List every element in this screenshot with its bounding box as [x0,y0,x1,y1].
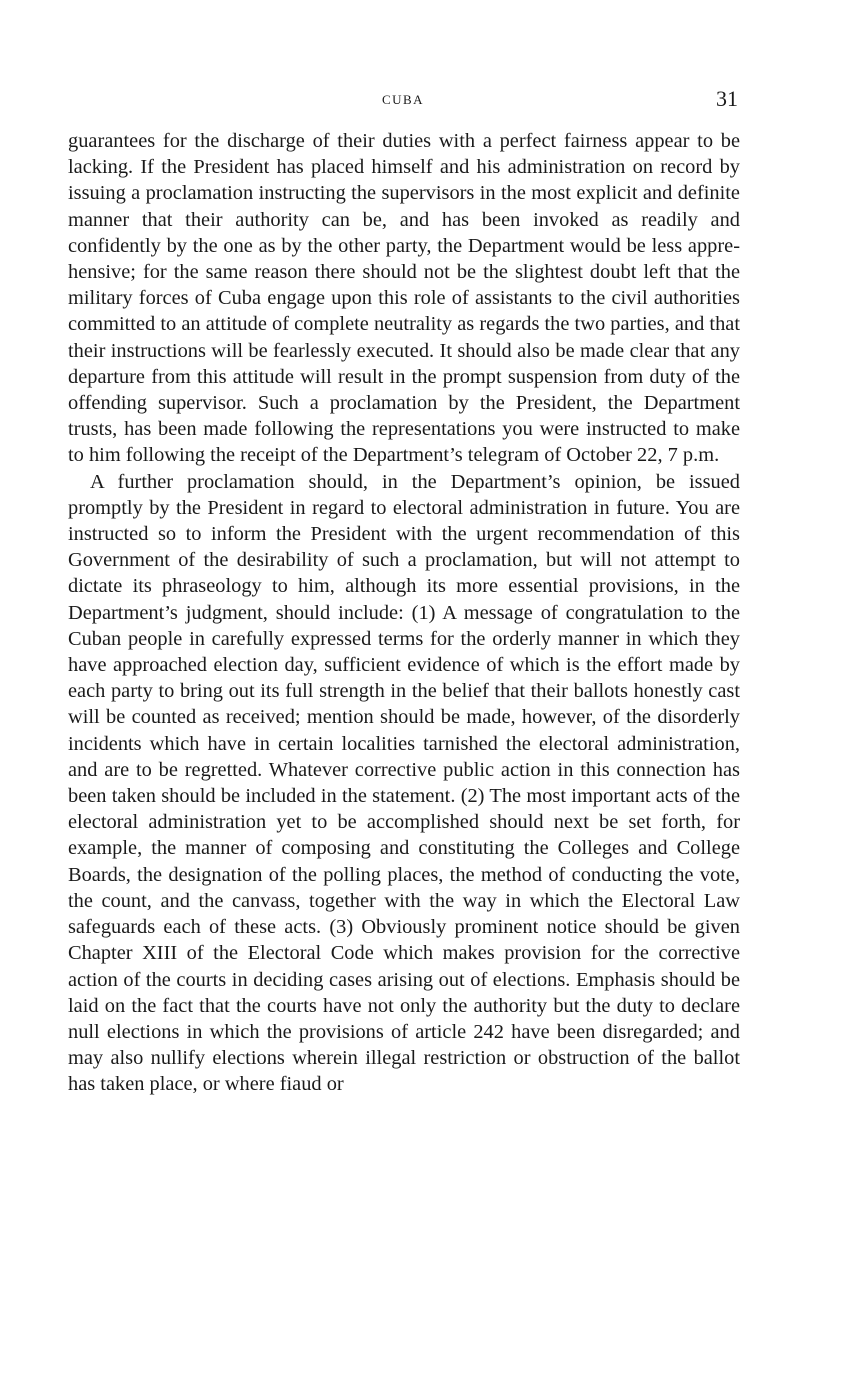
running-title: CUBA [381,92,425,107]
running-head [68,86,738,118]
body-text [68,128,740,1098]
paragraph-proclamation: A further proclamation should, in the Department’s opinion, be issued promptly by the President in regard to electoral administration in future. You are instructed so to inform the President with the urgent recommendation of this Government of the desirability of such a proclamation, but will not attempt to dictate its phraseology to him, although its more essential provisions, in the Department’s judgment, should include: (1) A message of congratulation to the Cuban people in carefully expressed terms for the orderly manner in which they have approached election day, sufficient evidence of which is the effort made by each party to bring out its full strength in the belief that their ballots honestly cast will be counted as received; mention should be made, however, of the disorderly incidents which have in certain localities tarnished the electoral administration, and are to be regretted. Whatever corrective public action in this connection has been taken should be included in the statement. (2) The most important acts of the electoral administration yet to be accomplished should next be set forth, for example, the manner of composing and constituting the Colleges and College Boards, the designation of the polling places, the method of conducting the vote, the count, and the canvass, together with the way in which the Electoral Law safeguards each of these acts. (3) Obviously prominent notice should be given Chapter XIII of the Electoral Code which makes provision for the corrective action of the courts in deciding cases arising out of elections. Emphasis should be laid on the fact that the courts have not only the authority but the duty to declare null elections in which the provisions of article 242 have been disregarded; and may also nullify elections wherein illegal restriction or obstruction of the ballot has taken place, or where fiaud or [68,470,740,1096]
paragraph-continued: guarantees for the discharge of their duties with a perfect fairness appear to be lacking. If the President has placed himself and his administration on record by issuing a proclamation instructing the supervisors in the most explicit and definite manner that their authority can be, and has been invoked as readily and confidently by the one as by the other party, the Department would be less apprehensive; for the same reason there should not be the slightest doubt left that the military forces of Cuba engage upon this role of assistants to the civil authorities committed to an attitude of complete neutrality as regards the two parties, and that their instructions will be fearlessly executed. It should also be made clear that any departure from this attitude will result in the prompt suspension from duty of the offending supervisor. Such a proclamation by the President, the Department trusts, has been made following the representations you were instructed to make to him following the receipt of the Department’s telegram of October 22, 7 p.m. [68,130,740,467]
page-number: 31 [716,86,738,111]
